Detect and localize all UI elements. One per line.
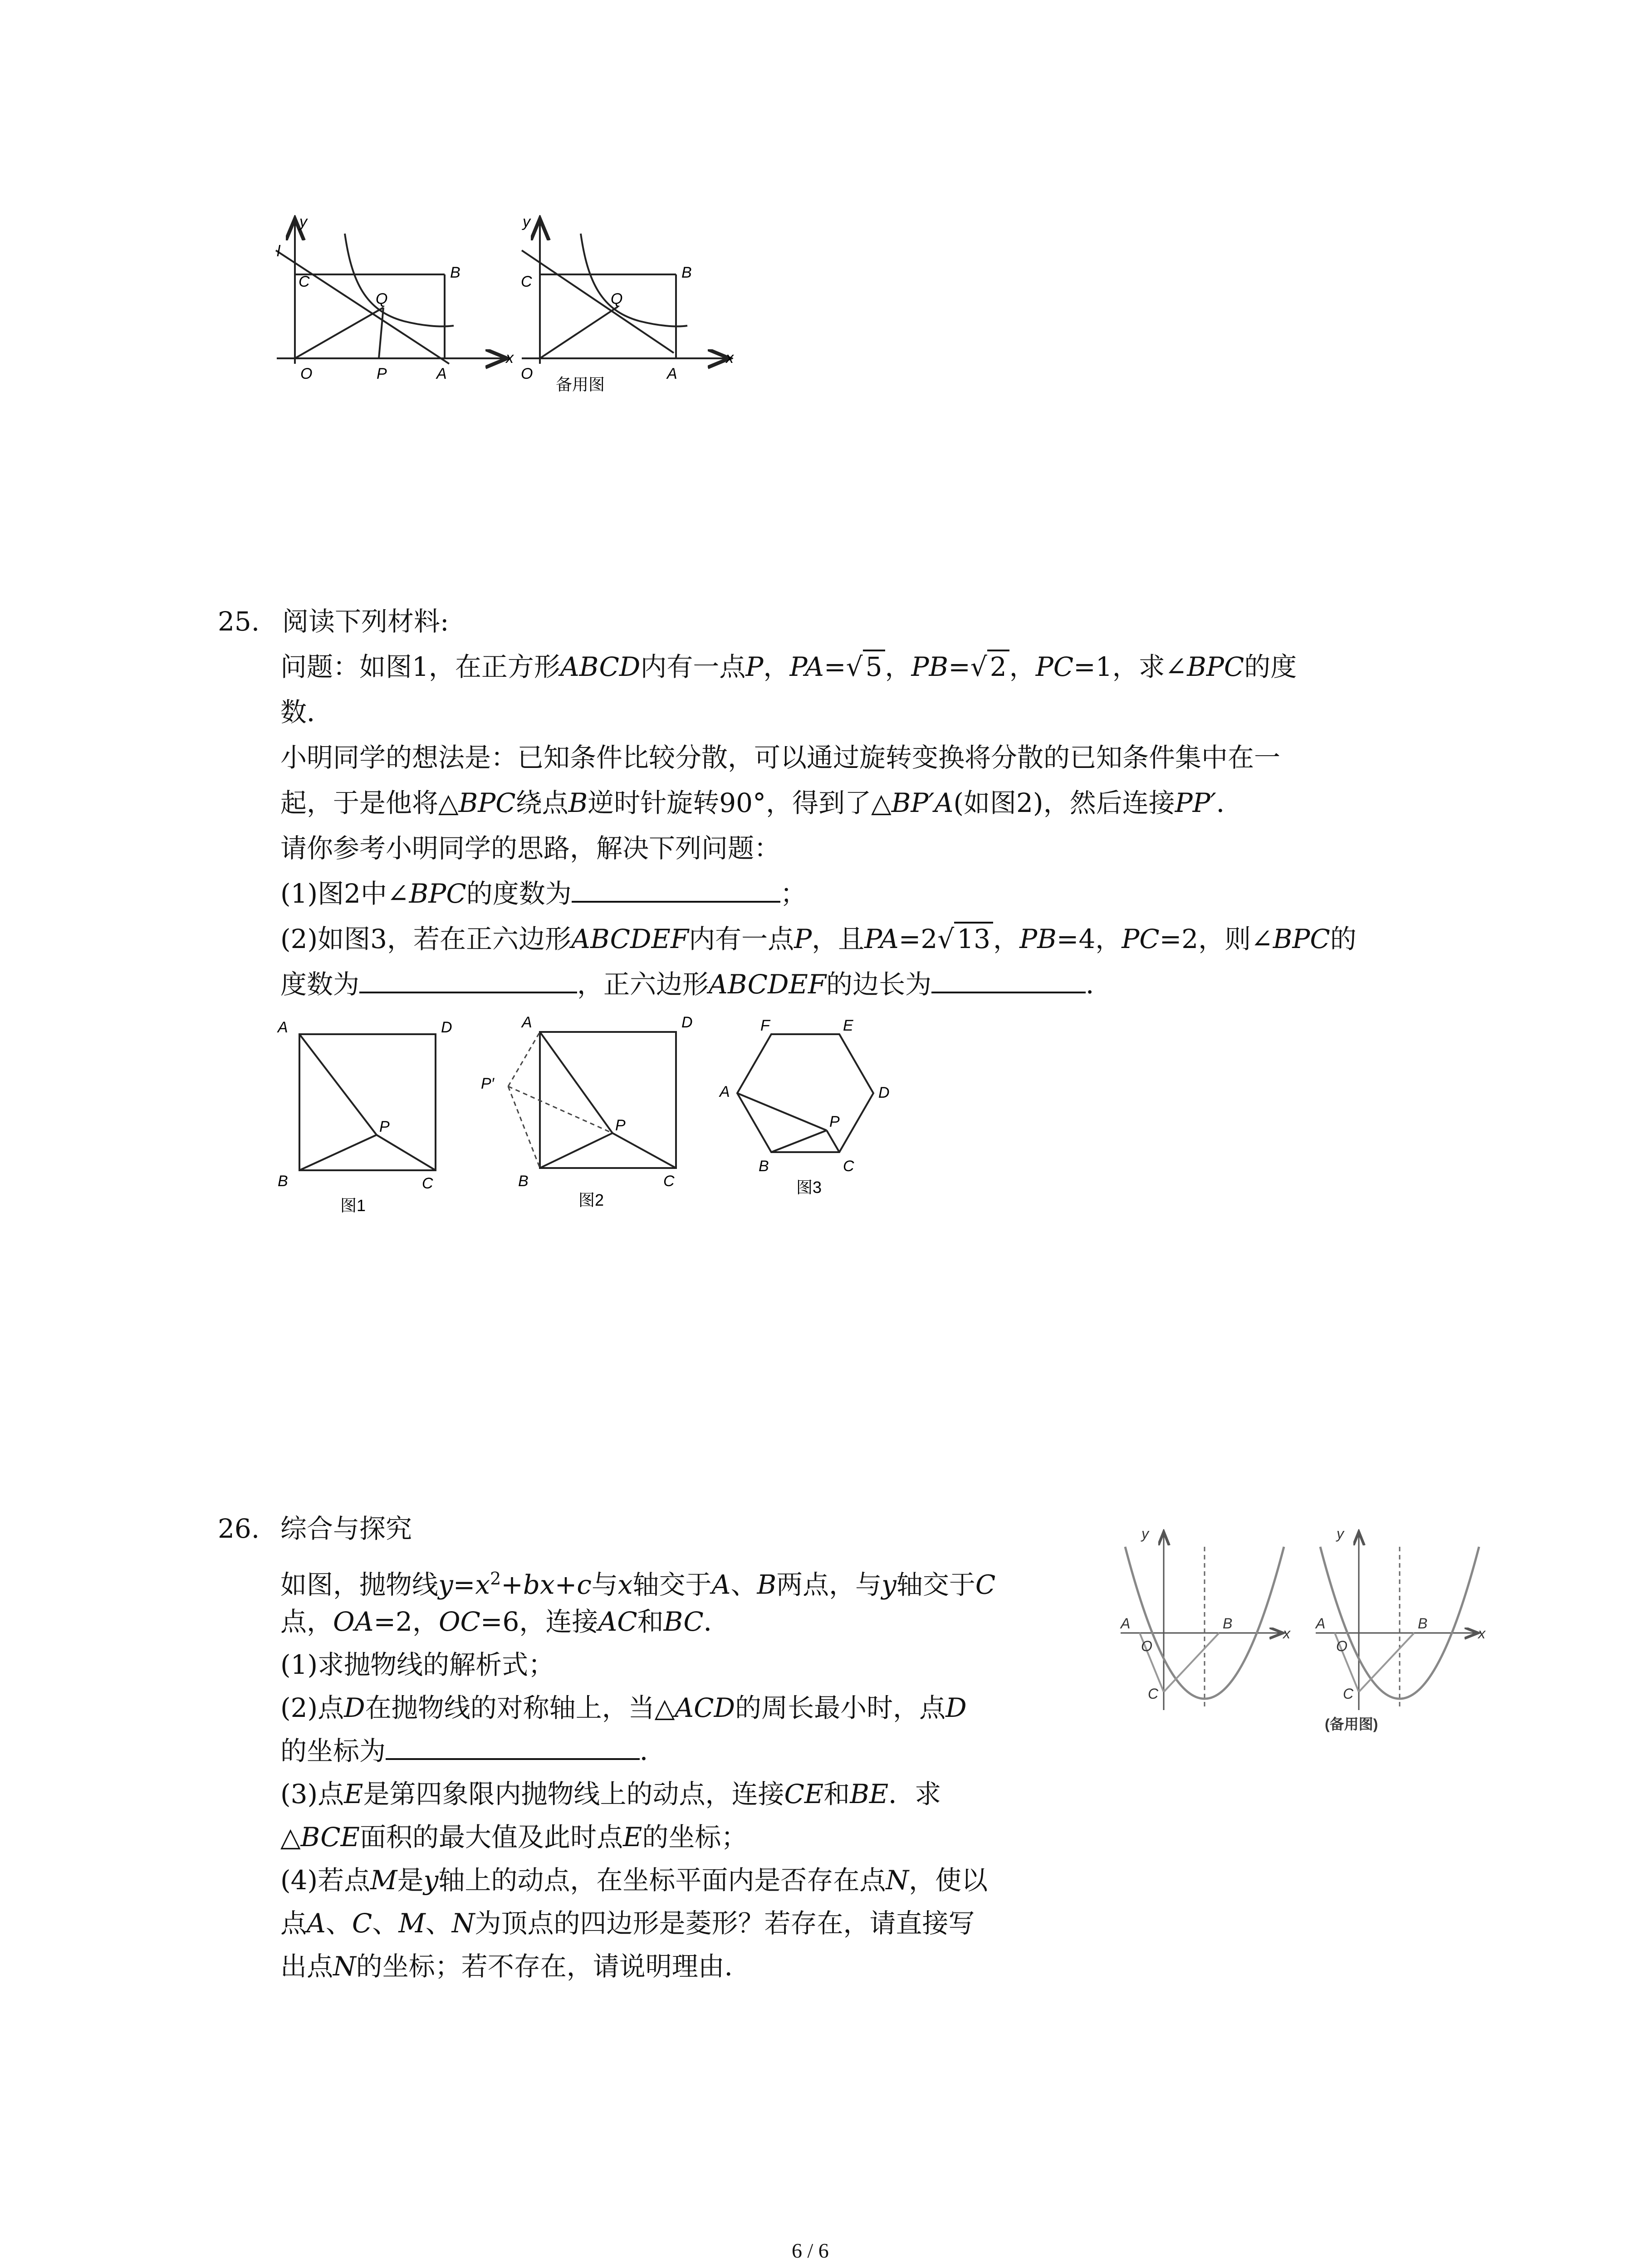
q25-line-3: 小明同学的想法是：已知条件比较分散，可以通过旋转变换将分散的已知条件集中在一 (280, 742, 1281, 773)
q26-part-4-cont2: 出点N的坐标；若不存在，请说明理由． (280, 1951, 751, 1982)
label-A: A (1121, 1615, 1131, 1632)
q26-part-2-cont: 的坐标为 ． (280, 1733, 666, 1769)
label-C: C (422, 1175, 433, 1192)
label-y: y (299, 213, 307, 230)
label-P: P (829, 1113, 840, 1130)
question-number: 25. (218, 606, 260, 637)
label-O: O (300, 365, 313, 382)
label-B: B (1418, 1615, 1428, 1632)
figure-caption: 图1 (340, 1196, 366, 1215)
figure-2-square-rotation (476, 1012, 694, 1216)
label-P: P (379, 1118, 390, 1135)
figure-3-hexagon (717, 1012, 926, 1216)
figure-caption: 图2 (578, 1191, 604, 1209)
q25-line-4: 起，于是他将△BPC绕点B逆时针旋转90°，得到了△BP′A(如图2)，然后连接PP′． (280, 787, 1243, 818)
label-C: C (299, 273, 310, 290)
figure-coordinate-rectangle-spare (513, 209, 749, 399)
q26-line-2: 点，OA=2，OC=6，连接AC和BC． (280, 1606, 730, 1637)
q26-part-4-cont: 点A、C、M、N为顶点的四边形是菱形？若存在，请直接写 (280, 1908, 975, 1939)
q26-part-3: (3)点E是第四象限内抛物线上的动点，连接CE和BE．求 (280, 1779, 941, 1809)
label-C: C (1343, 1686, 1354, 1702)
label-C: C (521, 273, 532, 290)
label-C: C (663, 1173, 675, 1190)
question-title: 阅读下列材料: (282, 606, 449, 637)
label-B: B (681, 264, 692, 281)
label-A: A (1316, 1615, 1326, 1632)
figure-parabola-spare (1307, 1520, 1497, 1737)
q25-line-2: 数． (280, 697, 333, 728)
answer-blank[interactable] (386, 1733, 640, 1760)
q25-line-5: 请你参考小明同学的思路，解决下列问题： (280, 833, 781, 864)
label-x: x (1478, 1625, 1485, 1642)
label-x: x (726, 349, 734, 367)
label-P: P (615, 1117, 626, 1134)
label-y: y (1141, 1525, 1149, 1542)
figure-caption: 备用图 (556, 375, 605, 394)
label-A: A (720, 1083, 730, 1100)
figure-caption: (备用图) (1325, 1716, 1378, 1732)
label-x: x (506, 349, 514, 367)
q25-line-1: 问题：如图1，在正方形ABCD内有一点P，PA=√ 5 ，PB=√ 2 ，PC=1，求∠BPC的度 (280, 649, 1297, 685)
label-O: O (1141, 1638, 1152, 1654)
label-F: F (760, 1017, 770, 1034)
page-number: 6 / 6 (792, 2239, 829, 2262)
label-D: D (681, 1014, 693, 1031)
q25-part-2: (2)如图3，若在正六边形ABCDEF内有一点P，且PA=2√ 13 ，PB=4，PC=2，则∠BPC的 (280, 921, 1357, 957)
question-title: 综合与探究 (280, 1513, 412, 1544)
label-A: A (667, 365, 677, 382)
label-A: A (522, 1014, 532, 1031)
label-A: A (436, 365, 447, 382)
answer-blank[interactable] (359, 966, 577, 993)
figure-coordinate-rectangle (268, 209, 522, 399)
label-l: l (277, 243, 280, 260)
sqrt-5: √ 5 (846, 649, 885, 685)
sqrt-2: √ 2 (970, 649, 1009, 685)
label-B: B (759, 1158, 769, 1175)
label-B: B (518, 1173, 529, 1190)
answer-blank[interactable] (931, 966, 1086, 993)
sqrt-13: √ 13 (937, 921, 993, 957)
figure-parabola (1112, 1520, 1302, 1737)
figure-1-square (272, 1016, 463, 1216)
question-number: 26. (218, 1513, 260, 1544)
label-y: y (1337, 1525, 1344, 1542)
figure-caption: 图3 (796, 1178, 822, 1197)
label-B: B (450, 264, 460, 281)
q25-part-1: (1)图2中∠BPC的度数为 ； (280, 875, 807, 912)
label-Q: Q (376, 290, 388, 308)
label-E: E (843, 1017, 853, 1034)
label-Pp: P′ (481, 1075, 495, 1092)
label-C: C (1148, 1686, 1159, 1702)
label-Q: Q (611, 290, 623, 308)
label-O: O (1336, 1638, 1347, 1654)
answer-blank[interactable] (572, 875, 780, 903)
label-y: y (523, 213, 530, 230)
q26-line-1: 如图，抛物线$y=x^2+bx+c$与x轴交于A、B两点，与y轴交于C (280, 1569, 996, 1600)
label-A: A (278, 1019, 288, 1036)
q26-part-2: (2)点D在抛物线的对称轴上，当△ACD的周长最小时，点D (280, 1692, 967, 1723)
label-D: D (878, 1084, 890, 1101)
label-D: D (441, 1019, 452, 1036)
q26-part-1: (1)求抛物线的解析式； (280, 1649, 555, 1680)
label-C: C (843, 1158, 854, 1175)
q26-part-4: (4)若点M是y轴上的动点，在坐标平面内是否存在点N，使以 (280, 1865, 988, 1896)
label-x: x (1283, 1625, 1290, 1642)
label-B: B (1223, 1615, 1233, 1632)
q25-part-2-cont: 度数为 ，正六边形ABCDEF的边长为 ． (280, 966, 1112, 1002)
label-O: O (521, 365, 533, 382)
q26-part-3-cont: △BCE面积的最大值及此时点E的坐标； (280, 1822, 748, 1853)
label-P: P (377, 365, 387, 382)
label-B: B (278, 1173, 288, 1190)
